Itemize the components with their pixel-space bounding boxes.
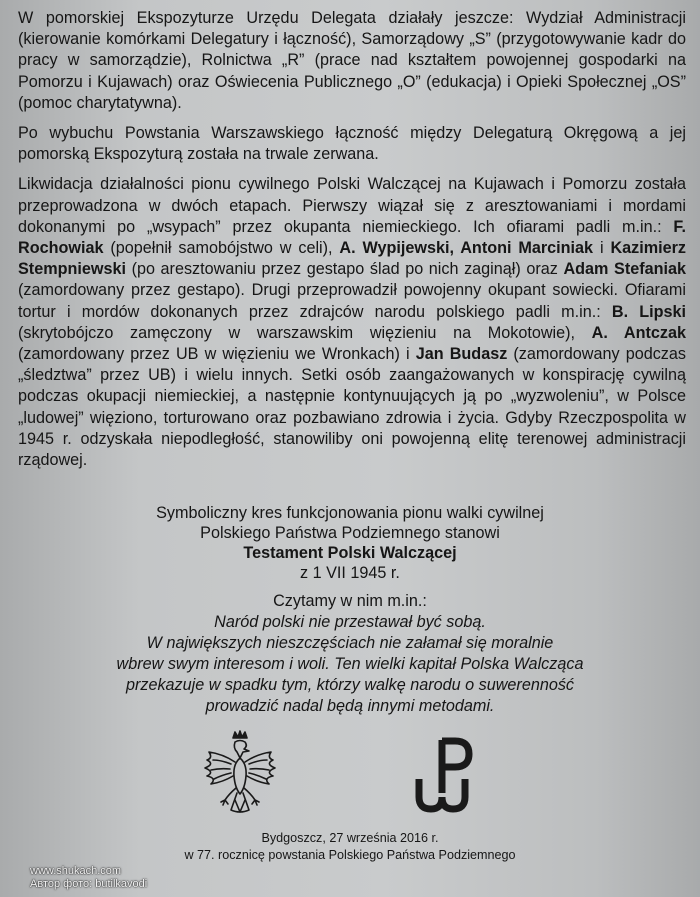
victim-name: F. Rochowiak — [18, 217, 686, 258]
text-segment: (popełnił samobójstwo w celi), — [103, 239, 340, 258]
victim-name: Kazimierz Stempniewski — [18, 239, 687, 279]
text-segment: Likwidacja działalności pionu cywilnego Polski Walczącej na Kujawach i Pomorzu została przeprowadzona w dwóch etapach. Pierwszy wiązał się z aresztowaniami i mordami dokonanymi po „wsypach” przez okupanta niemieckiego. Ich ofiarami padli m.in.: — [18, 175, 686, 236]
plaque-body-text — [18, 8, 686, 480]
paragraph-ekspozytura: W pomorskiej Ekspozyturze Urzędu Delegata działały jeszcze: Wydział Administracji (kierowanie komórkami Delegatury i łączność), Samorządowy „S” (przygotowywanie kadr do pracy w samorządzie), Rolnictwa „R” (prace nad kształtem powojennej gospodarki na Pomorzu i Kujawach) oraz Oświecenia Publicznego „O” (edukacja) i Opieki Społecznej „OS” (pomoc charytatywna). — [18, 9, 686, 112]
testament-title: Testament Polski Walczącej — [243, 544, 457, 562]
photo-author: Автор фото: butilkavodi — [30, 878, 148, 890]
victim-name: A. Wypijewski, Antoni Marciniak — [339, 239, 594, 258]
testament-date: z 1 VII 1945 r. — [300, 564, 400, 582]
quote-line-1: Naród polski nie przestawał być sobą. — [214, 613, 486, 631]
quote-line-5: prowadzić nadal będą innymi metodami. — [205, 697, 495, 715]
site-watermark: www.shukach.com — [30, 865, 122, 877]
paragraph-likwidacja — [18, 174, 686, 471]
symbolic-end-block — [60, 503, 640, 583]
victim-name: A. Antczak — [591, 323, 686, 342]
testament-quote — [116, 612, 584, 717]
text-segment: (skrytobójczo zamęczony w warszawskim więzieniu na Mokotowie), — [18, 323, 592, 342]
white-eagle-emblem-icon — [195, 730, 285, 820]
text-segment: (zamordowany przez gestapo). Drugi przeprowadził powojenny okupant sowiecki. Ofiarami tortur i mordów dokonanych przez zdrajców narodu polskiego padli m.in.: — [18, 281, 686, 321]
footer-place-date: Bydgoszcz, 27 września 2016 r. — [261, 831, 439, 845]
text-segment: i — [593, 239, 611, 258]
text-segment: (po aresztowaniu przez gestapo ślad po nich zaginął) oraz — [125, 260, 564, 279]
symbolic-line-2: Polskiego Państwa Podziemnego stanowi — [200, 524, 500, 542]
kotwica-anchor-icon — [415, 735, 477, 817]
quote-line-2: W największych nieszczęściach nie załamał się moralnie — [146, 634, 554, 652]
text-segment: (zamordowany podczas „śledztwa” przez UB) i wielu innych. Setki osób zaangażowanych w konspirację cywilną podczas okupacji niemieckiej, a następnie kontynuujących ją po „wyzwoleniu”, w Polsce „ludowej” więziono, torturowano oraz pozbawiano zdrowia i życia. Gdyby Rzeczpospolita w 1945 r. odzyskała niepodległość, stanowiliby oni powojenną elitę terenowej administracji rządowej. — [18, 345, 686, 470]
quote-line-4: przekazuje w spadku tym, którzy walkę narodu o suwerenność — [125, 676, 575, 694]
photo-credits — [30, 865, 147, 891]
footer-anniversary: w 77. rocznicę powstania Polskiego Państwa Podziemnego — [184, 848, 516, 862]
victim-name: Adam Stefaniak — [563, 260, 686, 279]
paragraph-powstanie: Po wybuchu Powstania Warszawskiego łączność między Delegaturą Okręgową a jej pomorską Ekspozyturą została na trwale zerwana. — [18, 124, 686, 164]
victim-name: Jan Budasz — [415, 345, 508, 364]
symbolic-line-1: Symboliczny kres funkcjonowania pionu walki cywilnej — [156, 504, 544, 522]
victim-name: B. Lipski — [611, 302, 686, 321]
plaque-footer — [60, 830, 640, 864]
quote-line-3: wbrew swym interesom i woli. Ten wielki kapitał Polska Walcząca — [116, 655, 584, 673]
text-segment: (zamordowany przez UB w więzieniu we Wronkach) i — [18, 345, 416, 364]
quote-intro: Czytamy w nim m.in.: — [273, 592, 427, 610]
